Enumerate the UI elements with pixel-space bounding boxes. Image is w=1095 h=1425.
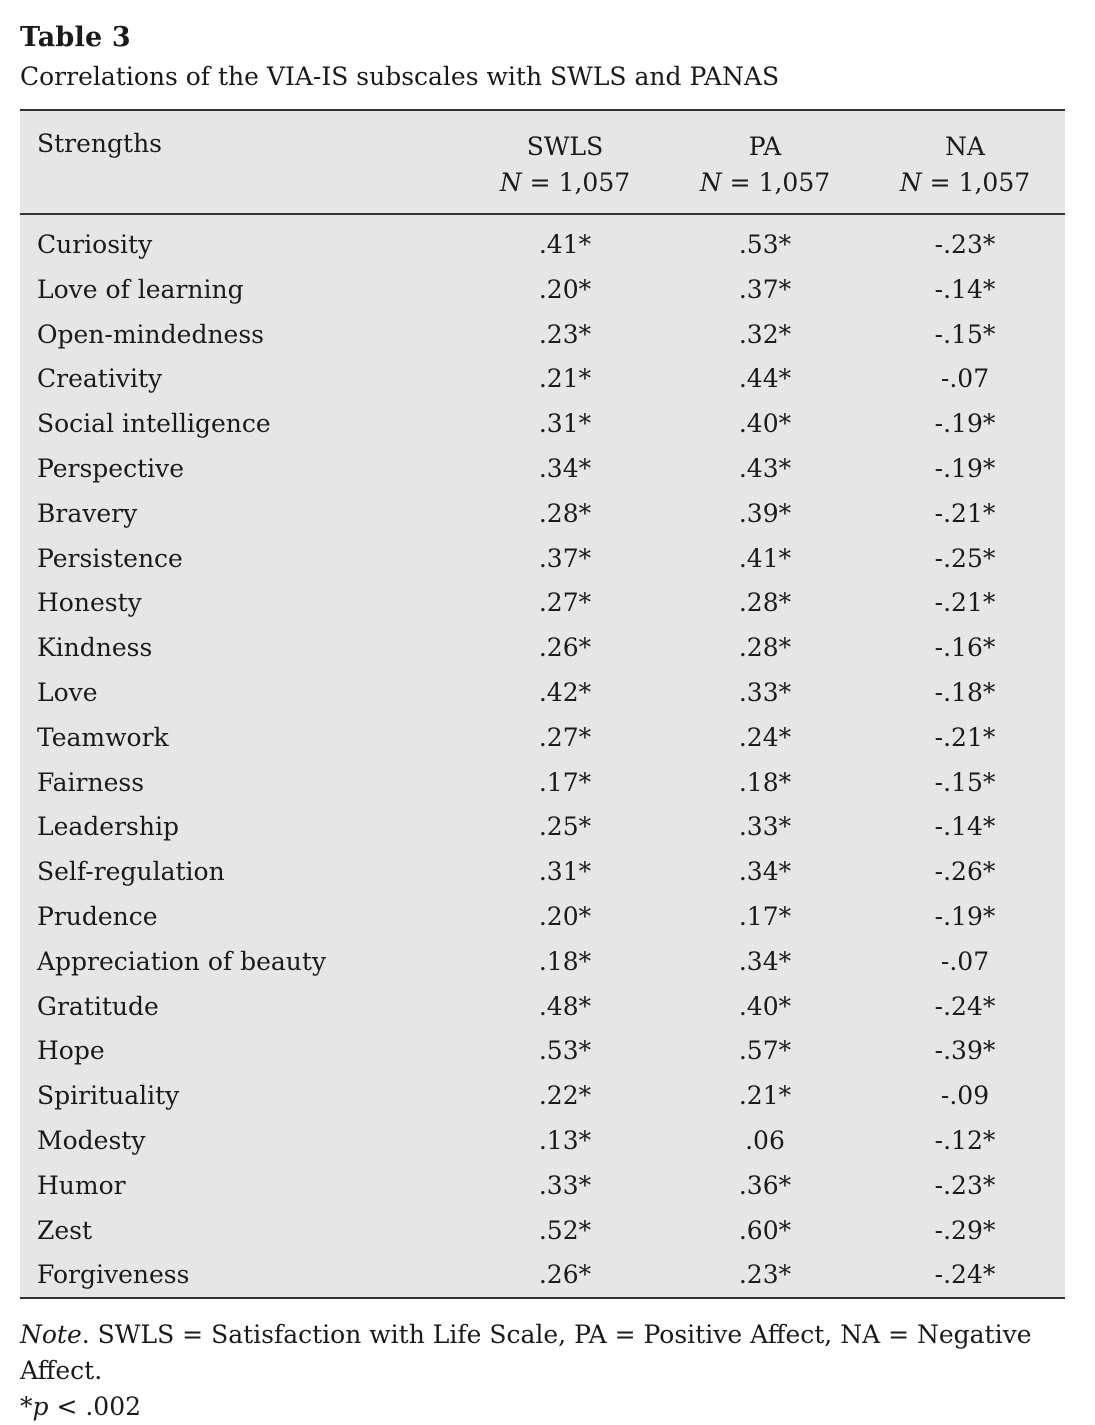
strength-cell: Bravery (37, 498, 138, 528)
na-cell: -.09 (940, 1081, 990, 1111)
pa-cell: .23* (738, 1260, 792, 1290)
swls-cell: .34* (538, 453, 592, 483)
table-row (20, 805, 1065, 850)
swls-cell: .23* (538, 319, 592, 349)
swls-cell: .31* (538, 857, 592, 887)
pa-cell: .57* (738, 1036, 792, 1066)
pa-cell: .24* (738, 722, 792, 752)
na-cell: -.16* (934, 633, 996, 663)
header-swls-label: SWLS (526, 132, 604, 161)
pa-cell: .32* (738, 319, 792, 349)
header-na (865, 129, 1065, 201)
pa-cell: .21* (738, 1081, 792, 1111)
strength-cell: Modesty (37, 1125, 146, 1155)
table-row (20, 223, 1065, 268)
na-cell: -.19* (934, 409, 996, 439)
pa-cell: .06 (745, 1125, 785, 1155)
pa-cell: .28* (738, 588, 792, 618)
table-row (20, 581, 1065, 626)
swls-cell: .52* (538, 1215, 592, 1245)
na-cell: -.18* (934, 677, 996, 707)
header-swls (465, 129, 665, 201)
swls-cell: .20* (538, 901, 592, 931)
na-cell: -.12* (934, 1125, 996, 1155)
strength-cell: Spirituality (37, 1081, 180, 1111)
swls-cell: .25* (538, 812, 592, 842)
table-row (20, 761, 1065, 806)
swls-cell: .42* (538, 677, 592, 707)
strength-cell: Teamwork (37, 722, 169, 752)
table-row (20, 402, 1065, 447)
na-cell: -.26* (934, 857, 996, 887)
strength-cell: Open-mindedness (37, 319, 265, 349)
swls-cell: .48* (538, 991, 592, 1021)
pa-cell: .44* (738, 364, 792, 394)
pa-cell: .28* (738, 633, 792, 663)
pa-cell: .34* (738, 857, 792, 887)
pa-cell: .34* (738, 946, 792, 976)
swls-cell: .13* (538, 1125, 592, 1155)
table-row (20, 492, 1065, 537)
header-na-label: NA (945, 132, 985, 161)
na-cell: -.39* (934, 1036, 996, 1066)
strength-cell: Leadership (37, 812, 179, 842)
strength-cell: Self-regulation (37, 857, 225, 887)
na-cell: -.21* (934, 722, 996, 752)
table-row (20, 313, 1065, 358)
strength-cell: Love (37, 677, 98, 707)
pa-cell: .18* (738, 767, 792, 797)
table-row (20, 850, 1065, 895)
table-row (20, 268, 1065, 313)
pa-cell: .40* (738, 991, 792, 1021)
na-cell: -.15* (934, 319, 996, 349)
strength-cell: Social intelligence (37, 409, 271, 439)
header-pa-label: PA (748, 132, 782, 161)
swls-cell: .31* (538, 409, 592, 439)
na-cell: -.19* (934, 901, 996, 931)
pa-cell: .60* (738, 1215, 792, 1245)
table-note (20, 1317, 1095, 1425)
strength-cell: Forgiveness (37, 1260, 190, 1290)
pa-cell: .40* (738, 409, 792, 439)
header-strengths: Strengths (37, 129, 162, 158)
swls-cell: .26* (538, 1260, 592, 1290)
table-row (20, 895, 1065, 940)
table-title: Table 3 (20, 22, 131, 53)
strength-cell: Perspective (37, 453, 185, 483)
table-row (20, 1119, 1065, 1164)
pa-cell: .36* (738, 1170, 792, 1200)
swls-cell: .26* (538, 633, 592, 663)
pa-cell: .53* (738, 230, 792, 259)
na-cell: -.07 (940, 946, 990, 976)
strength-cell: Kindness (37, 633, 153, 663)
table-row (20, 671, 1065, 716)
swls-cell: .27* (538, 722, 592, 752)
table-row (20, 716, 1065, 761)
table-row (20, 940, 1065, 985)
pa-cell: .43* (738, 453, 792, 483)
swls-cell: .28* (538, 498, 592, 528)
strength-cell: Hope (37, 1036, 105, 1066)
strength-cell: Persistence (37, 543, 183, 573)
swls-cell: .22* (538, 1081, 592, 1111)
na-cell: -.15* (934, 767, 996, 797)
header-pa-n: N = 1,057 (699, 168, 831, 197)
na-cell: -.25* (934, 543, 996, 573)
na-cell: -.07 (940, 364, 990, 394)
na-cell: -.24* (934, 991, 996, 1021)
strength-cell: Prudence (37, 901, 158, 931)
swls-cell: .33* (538, 1170, 592, 1200)
header-swls-n: N = 1,057 (499, 168, 631, 197)
pa-cell: .17* (738, 901, 792, 931)
na-cell: -.24* (934, 1260, 996, 1290)
correlation-table (20, 109, 1065, 1299)
table-row (20, 985, 1065, 1030)
na-cell: -.29* (934, 1215, 996, 1245)
pa-cell: .41* (738, 543, 792, 573)
table-body (20, 223, 1065, 1298)
na-cell: -.19* (934, 453, 996, 483)
strength-cell: Love of learning (37, 274, 244, 304)
na-cell: -.23* (934, 1170, 996, 1200)
table-caption: Correlations of the VIA-IS subscales with SWLS and PANAS (20, 62, 780, 91)
na-cell: -.21* (934, 588, 996, 618)
swls-cell: .17* (538, 767, 592, 797)
swls-cell: .27* (538, 588, 592, 618)
swls-cell: .21* (538, 364, 592, 394)
table-row (20, 1074, 1065, 1119)
table-row (20, 537, 1065, 582)
swls-cell: .37* (538, 543, 592, 573)
swls-cell: .53* (538, 1036, 592, 1066)
na-cell: -.23* (934, 230, 996, 259)
note-line: Note. SWLS = Satisfaction with Life Scale, PA = Positive Affect, NA = Negative Affect. (20, 1320, 1032, 1385)
table-row (20, 1164, 1065, 1209)
swls-cell: .20* (538, 274, 592, 304)
table-row (20, 447, 1065, 492)
strength-cell: Gratitude (37, 991, 159, 1021)
header-na-n: N = 1,057 (899, 168, 1031, 197)
significance-note: *p < .002 (20, 1392, 142, 1421)
strength-cell: Honesty (37, 588, 142, 618)
table-row (20, 357, 1065, 402)
table-header (20, 111, 1065, 215)
strength-cell: Curiosity (37, 230, 153, 259)
strength-cell: Creativity (37, 364, 163, 394)
header-pa (665, 129, 865, 201)
table-row (20, 1253, 1065, 1298)
swls-cell: .18* (538, 946, 592, 976)
strength-cell: Fairness (37, 767, 145, 797)
strength-cell: Zest (37, 1215, 93, 1245)
table-row (20, 1209, 1065, 1254)
strength-cell: Appreciation of beauty (37, 946, 327, 976)
table-row (20, 626, 1065, 671)
swls-cell: .41* (538, 230, 592, 259)
na-cell: -.14* (934, 274, 996, 304)
pa-cell: .33* (738, 812, 792, 842)
na-cell: -.21* (934, 498, 996, 528)
na-cell: -.14* (934, 812, 996, 842)
table-row (20, 1029, 1065, 1074)
pa-cell: .39* (738, 498, 792, 528)
pa-cell: .33* (738, 677, 792, 707)
pa-cell: .37* (738, 274, 792, 304)
strength-cell: Humor (37, 1170, 126, 1200)
